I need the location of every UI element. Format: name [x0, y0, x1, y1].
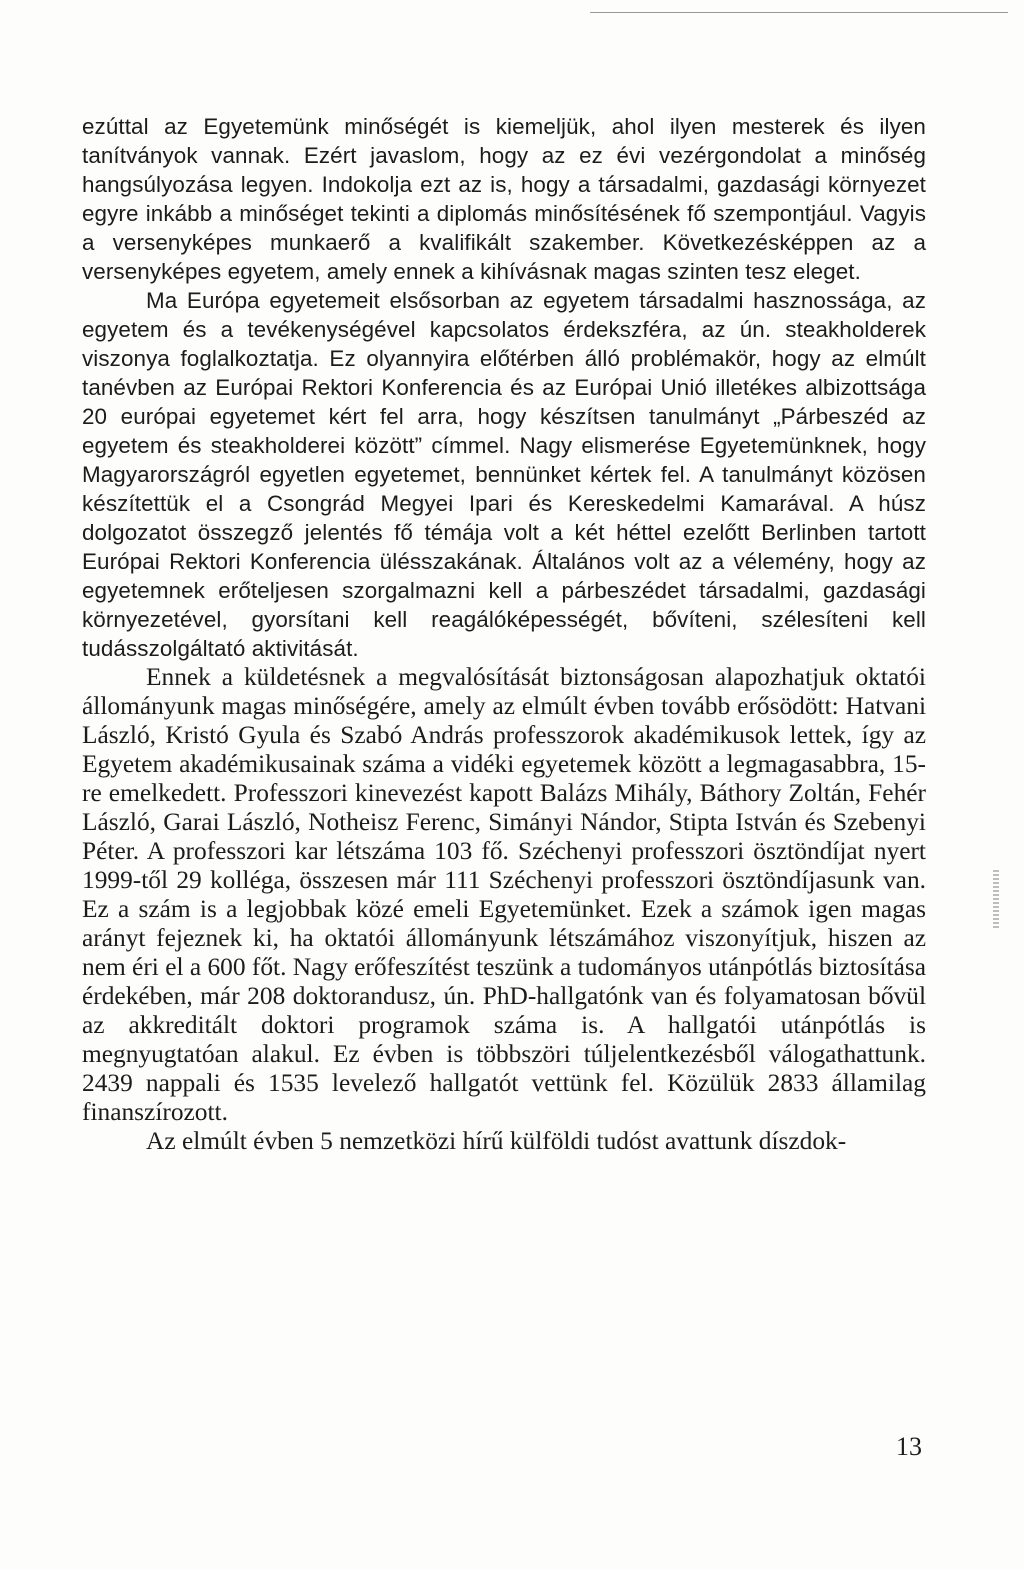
- paragraph-4: Az elmúlt évben 5 nemzetközi hírű külföldi tudóst avattunk díszdok-: [146, 1127, 847, 1155]
- top-edge-rule: [590, 12, 1008, 13]
- scan-artifact: [993, 870, 999, 928]
- body-text: [82, 112, 926, 1156]
- paragraph-3: Ennek a küldetésnek a megvalósítását biztonságosan alapozhatjuk oktatói állományunk magas minőségére, amely az elmúlt évben tovább erősödött: Hatvani László, Kristó Gyula és Szabó András professzorok akadémikusok lettek, így az Egyetem akadémikusainak száma a vidéki egyetemek között a legmagasabbra, 15-re emelkedett. Professzori kinevezést kapott Balázs Mihály, Báthory Zoltán, Fehér László, Garai László, Notheisz Ferenc, Simányi Nándor, Stipta István és Szebenyi Péter. A professzori kar létszáma 103 fő. Széchenyi professzori ösztöndíjat nyert 1999-től 29 kolléga, összesen már 111 Széchenyi professzori ösztöndíjasunk van. Ez a szám is a legjobbak közé emeli Egyetemünket. Ezek a számok igen magas arányt fejeznek ki, ha oktatói állományunk létszámához viszonyítjuk, hiszen az nem éri el a 600 főt. Nagy erőfeszítést teszünk a tudományos utánpótlás biztosítása érdekében, már 208 doktorandusz, ún. PhD-hallgatónk van és folyamatosan bővül az akkreditált doktori programok száma is. A hallgatói utánpótlás is megnyugtatóan alakul. Ez évben is többszöri túljelentkezésből válogathattunk. 2439 nappali és 1535 levelező hallgatót vettünk fel. Közülük 2833 államilag finanszírozott.: [82, 663, 927, 1126]
- paragraph-1: ezúttal az Egyetemünk minőségét is kiemeljük, ahol ilyen mesterek és ilyen tanítványok vannak. Ezért javaslom, hogy az ez évi vezérgondolat a minőség hangsúlyozása legyen. Indokolja ezt az is, hogy a társadalmi, gazdasági környezet egyre inkább a minőséget tekinti a diplomás minősítésének fő szempontjául. Vagyis a versenyképes munkaerő a kvalifikált szakember. Következésképpen az a versenyképes egyetem, amely ennek a kihívásnak magas szinten tesz eleget.: [82, 114, 926, 284]
- page-number: 13: [896, 1432, 922, 1461]
- paragraph-2: Ma Európa egyetemeit elsősorban az egyetem társadalmi hasznossága, az egyetem és a tevékenységével kapcsolatos érdekszféra, az ún. steakholderek viszonya foglalkoztatja. Ez olyannyira előtérben álló problémakör, hogy az elmúlt tanévben az Európai Rektori Konferencia és az Európai Unió illetékes albizottsága 20 európai egyetemet kért fel arra, hogy készítsen tanulmányt „Párbeszéd az egyetem és steakholderei között” címmel. Nagy elismerése Egyetemünknek, hogy Magyarországról egyetlen egyetemet, bennünket kértek fel. A tanulmányt közösen készítettük el a Csongrád Megyei Ipari és Kereskedelmi Kamarával. A húsz dolgozatot összegző jelentés fő témája volt a két héttel ezelőtt Berlinben tartott Európai Rektori Konferencia ülésszakának. Általános volt az a vélemény, hogy az egyetemnek erőteljesen szorgalmazni kell a párbeszédet társadalmi, gazdasági környezetével, gyorsítani kell reagálóképességét, bővíteni, szélesíteni kell tudásszolgáltató aktivitását.: [82, 288, 926, 661]
